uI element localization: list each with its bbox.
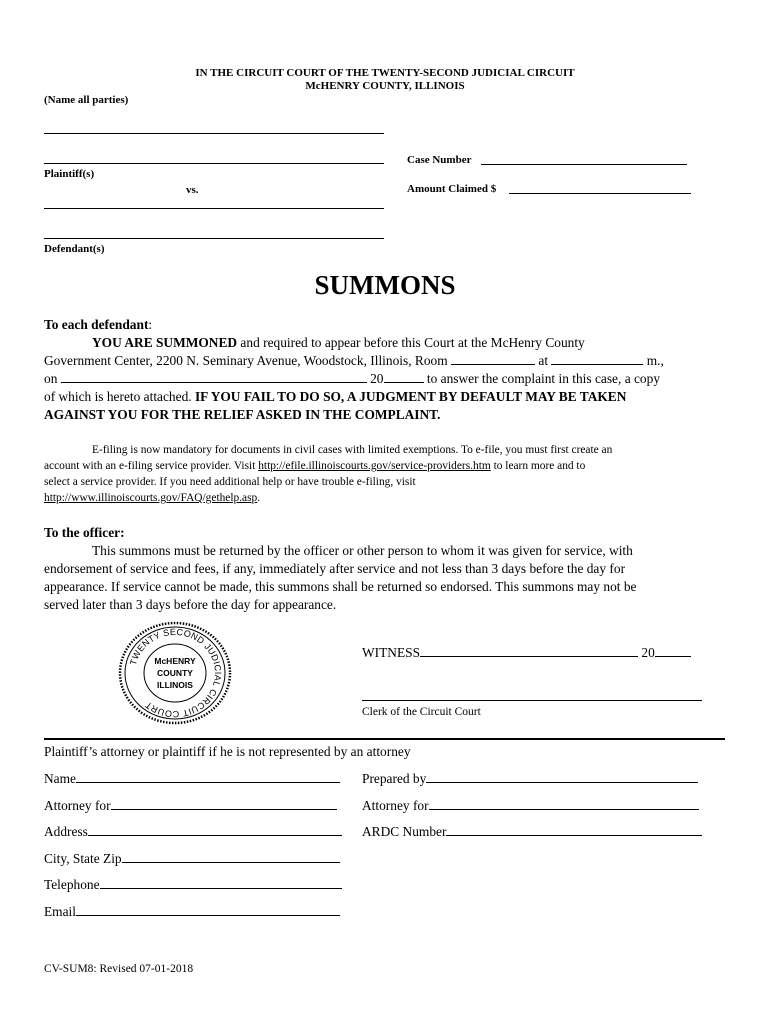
- efiling-line-2: [44, 458, 585, 474]
- summons-line-1-rest: and required to appear before this Court at the McHenry County: [237, 335, 585, 350]
- email-row: [44, 903, 340, 920]
- plaintiff-label: Plaintiff(s): [44, 168, 95, 180]
- summons-line-1: [92, 334, 585, 352]
- ardc-number-row: [362, 823, 702, 840]
- attorney-for-right-field[interactable]: [429, 797, 699, 810]
- efiling-line-2b: to learn more and to: [490, 460, 586, 472]
- seal-ring-text: TWENTY SECOND JUDICIAL CIRCUIT COURT: [127, 626, 224, 720]
- court-name: IN THE CIRCUIT COURT OF THE TWENTY-SECOND JUDICIAL CIRCUIT: [195, 67, 575, 79]
- city-state-zip-field[interactable]: [122, 850, 340, 863]
- service-providers-link[interactable]: http://efile.illinoiscourts.gov/service-providers.htm: [258, 460, 491, 472]
- seal-line-1: McHENRY: [154, 656, 196, 666]
- gethelp-link[interactable]: http://www.illinoiscourts.gov/FAQ/gethelp.asp: [44, 492, 258, 504]
- officer-line-3: appearance. If service cannot be made, this summons shall be returned so endorsed. This summons may not be: [44, 579, 637, 594]
- telephone-row: [44, 876, 342, 893]
- name-label: Name: [44, 771, 76, 786]
- vs-label: vs.: [186, 184, 199, 196]
- attorney-heading: Plaintiff’s attorney or plaintiff if he is not represented by an attorney: [44, 744, 411, 759]
- ardc-number-label: ARDC Number: [362, 824, 447, 839]
- county-name: McHENRY COUNTY, ILLINOIS: [305, 80, 465, 92]
- default-warning-2: AGAINST YOU FOR THE RELIEF ASKED IN THE COMPLAINT.: [44, 407, 441, 422]
- city-state-zip-row: [44, 850, 340, 867]
- defendant-heading: [44, 316, 152, 334]
- summons-line-4-normal: of which is hereto attached.: [44, 389, 195, 404]
- plaintiff-line-2[interactable]: [44, 163, 384, 164]
- form-id: CV-SUM8: Revised 07-01-2018: [44, 963, 194, 975]
- prepared-by-field[interactable]: [426, 770, 698, 783]
- attorney-for-label: Attorney for: [44, 798, 111, 813]
- efiling-line-4: [44, 490, 260, 506]
- case-number-field[interactable]: [481, 164, 687, 165]
- defendant-line-1[interactable]: [44, 208, 384, 209]
- meridiem-label: m.,: [646, 353, 664, 368]
- efiling-line-1: E-filing is now mandatory for documents in civil cases with limited exemptions. To e-file, you must first create an: [92, 444, 613, 456]
- amount-claimed-label: Amount Claimed $: [407, 183, 497, 195]
- document-title: SUMMONS: [314, 270, 456, 300]
- attorney-for-right-row: [362, 797, 699, 814]
- prepared-by-row: [362, 770, 698, 787]
- plaintiff-line-1[interactable]: [44, 133, 384, 134]
- name-all-parties-label: (Name all parties): [44, 94, 129, 106]
- witness-date-field[interactable]: [420, 644, 638, 657]
- address-field[interactable]: [88, 823, 342, 836]
- telephone-field[interactable]: [100, 876, 342, 889]
- efiling-line-2a: account with an e-filing service provider. Visit: [44, 460, 259, 472]
- seal-line-2: COUNTY: [157, 668, 193, 678]
- attorney-name-row: [44, 770, 340, 787]
- room-field[interactable]: [451, 352, 535, 365]
- amount-claimed-field[interactable]: [509, 193, 691, 194]
- case-number-label: Case Number: [407, 154, 472, 166]
- seal-icon: [116, 620, 234, 726]
- email-field[interactable]: [76, 903, 340, 916]
- officer-line-2: endorsement of service and fees, if any, immediately after service and not less than 3 days before the day for: [44, 561, 626, 576]
- you-are-summoned: YOU ARE SUMMONED: [92, 335, 238, 350]
- attorney-for-right-label: Attorney for: [362, 798, 429, 813]
- city-state-zip-label: City, State Zip: [44, 851, 122, 866]
- email-label: Email: [44, 904, 76, 919]
- summons-line-4: [44, 388, 626, 406]
- telephone-label: Telephone: [44, 877, 100, 892]
- at-label: at: [538, 353, 549, 368]
- court-seal: [116, 620, 234, 726]
- attorney-for-row: [44, 797, 337, 814]
- year-field[interactable]: [384, 370, 424, 383]
- ardc-number-field[interactable]: [446, 823, 702, 836]
- clerk-label: Clerk of the Circuit Court: [362, 706, 481, 718]
- defendant-heading-text: To each defendant: [44, 317, 149, 332]
- summons-location: Government Center, 2200 N. Seminary Avenue, Woodstock, Illinois, Room: [44, 353, 448, 368]
- time-field[interactable]: [551, 352, 643, 365]
- witness-year-field[interactable]: [655, 644, 691, 657]
- default-warning-1: IF YOU FAIL TO DO SO, A JUDGMENT BY DEFAULT MAY BE TAKEN: [194, 389, 627, 404]
- officer-heading: To the officer:: [44, 525, 125, 540]
- witness-label: WITNESS: [362, 645, 421, 660]
- defendant-label: Defendant(s): [44, 243, 105, 255]
- attorney-for-field[interactable]: [111, 797, 337, 810]
- address-row: [44, 823, 342, 840]
- clerk-signature-line[interactable]: [362, 700, 702, 701]
- defendant-line-2[interactable]: [44, 238, 384, 239]
- defendant-heading-colon: :: [148, 317, 153, 332]
- summons-line-3-rest: to answer the complaint in this case, a copy: [426, 371, 661, 386]
- name-field[interactable]: [76, 770, 340, 783]
- summons-line-2: [44, 352, 664, 370]
- date-field[interactable]: [61, 370, 367, 383]
- officer-line-4: served later than 3 days before the day for appearance.: [44, 597, 337, 612]
- prepared-by-label: Prepared by: [362, 771, 427, 786]
- officer-line-1: This summons must be returned by the officer or other person to whom it was given for service, with: [92, 543, 633, 558]
- efiling-line-3: select a service provider. If you need additional help or have trouble e-filing, visit: [44, 476, 416, 488]
- efiling-line-4-end: .: [257, 492, 261, 504]
- on-label: on: [44, 371, 58, 386]
- witness-line: [362, 644, 691, 662]
- address-label: Address: [44, 824, 88, 839]
- seal-line-3: ILLINOIS: [157, 680, 193, 690]
- year-prefix: 20: [370, 371, 384, 386]
- section-divider: [44, 738, 725, 740]
- summons-line-3: [44, 370, 660, 388]
- witness-year-prefix: 20: [641, 645, 655, 660]
